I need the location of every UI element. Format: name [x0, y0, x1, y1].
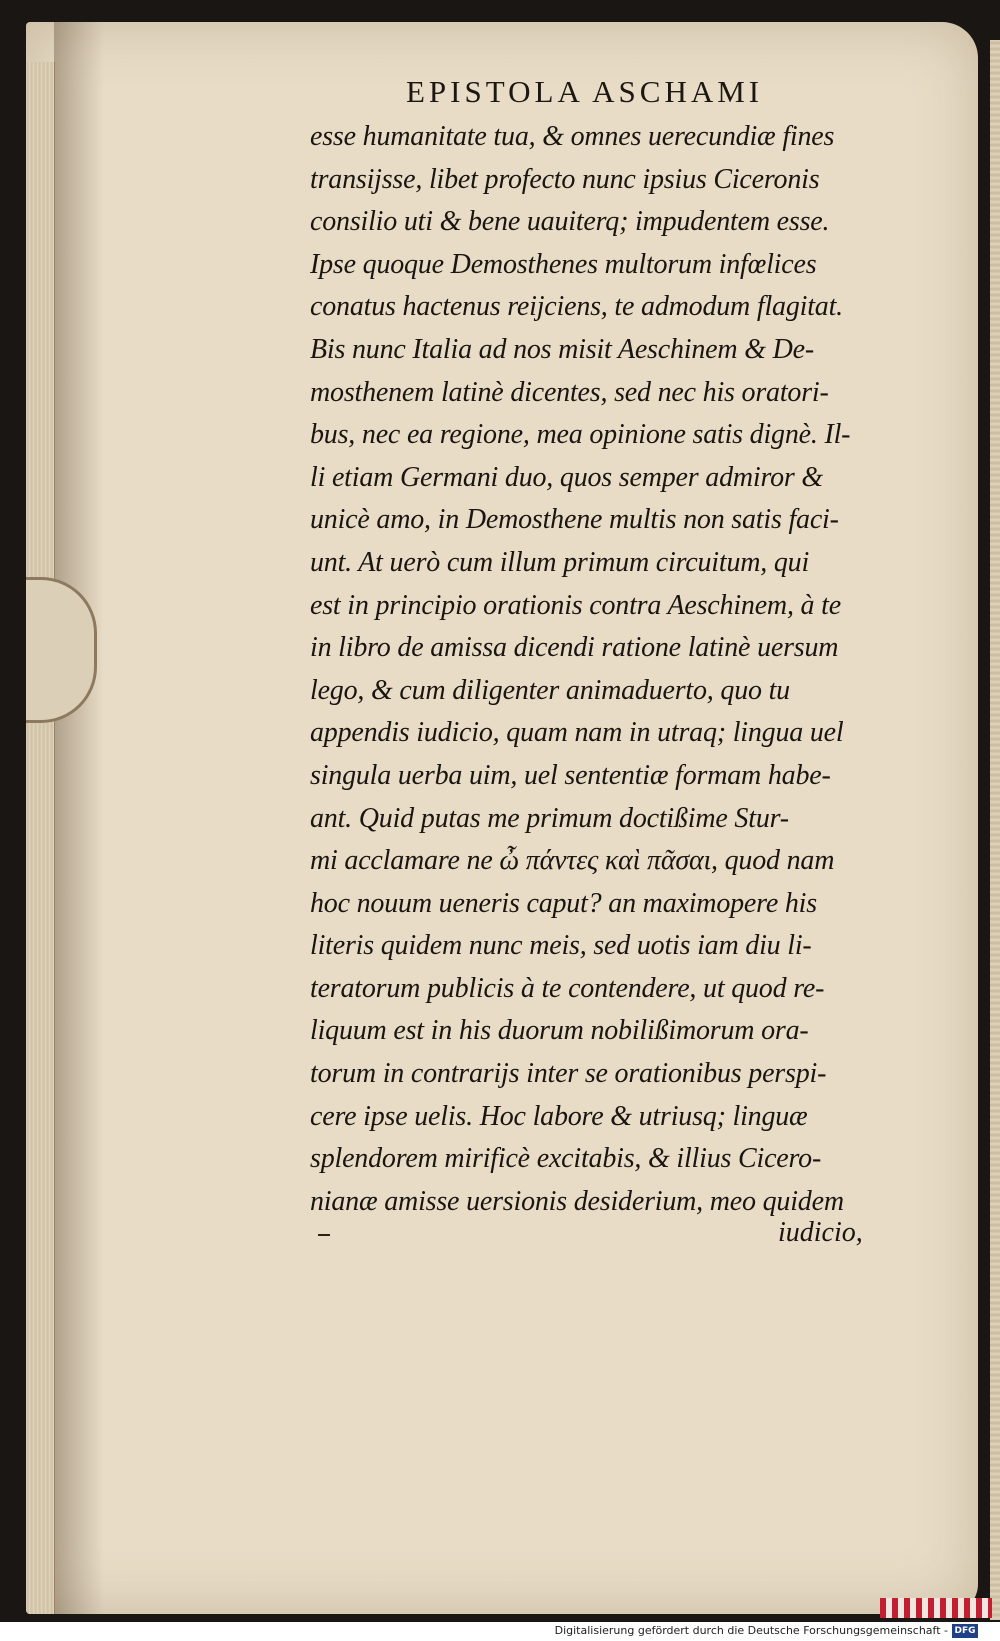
text-line: nianæ amisse uersionis desiderium, meo quidem: [310, 1185, 844, 1217]
text-block: [310, 116, 950, 1223]
text-line: cere ipse uelis. Hoc labore & utriusq; linguæ: [310, 1100, 808, 1132]
text-line: Bis nunc Italia ad nos misit Aeschinem & De-: [310, 333, 814, 365]
page-fore-edge: [990, 40, 1000, 1620]
text-line: splendorem mirificè excitabis, & illius Cicero-: [310, 1143, 822, 1175]
text-line: est in principio orationis contra Aeschinem, à te: [310, 589, 841, 621]
dfg-logo: DFG: [952, 1624, 978, 1638]
text-line: appendis iudicio, quam nam in utraq; lingua uel: [310, 717, 844, 749]
text-line: literis quidem nunc meis, sed uotis iam diu li-: [310, 930, 812, 962]
catchword: iudicio,: [778, 1217, 863, 1248]
text-line: bus, nec ea regione, mea opinione satis dignè. Il-: [310, 419, 851, 451]
text-line: li etiam Germani duo, quos semper admiror &: [310, 461, 824, 493]
text-line: transijsse, libet profecto nunc ipsius Ciceronis: [310, 163, 820, 195]
text-line: esse humanitate tua, & omnes uerecundiæ fines: [310, 121, 835, 152]
running-head: EPISTOLA ASCHAMI: [406, 74, 764, 109]
page-edges: [26, 62, 55, 1614]
text-line: mi acclamare ne ὦ πάντες καὶ πᾶσαι, quod nam: [310, 845, 835, 877]
bottom-mark: [318, 1234, 330, 1236]
text-line: conatus hactenus reijciens, te admodum flagitat.: [310, 291, 843, 323]
text-line: torum in contrarijs inter se orationibus perspi-: [310, 1058, 827, 1090]
text-line: consilio uti & bene uauiterq; impudentem esse.: [310, 206, 830, 238]
text-line: singula uerba uim, uel sententiæ formam habe-: [310, 759, 831, 791]
text-line: mosthenem latinè dicentes, sed nec his oratori-: [310, 376, 829, 408]
bookmark-ribbon: [880, 1598, 992, 1618]
text-line: teratorum publicis à te contendere, ut quod re-: [310, 972, 825, 1004]
text-line: ant. Quid putas me primum doctißime Stur-: [310, 802, 789, 834]
text-line: hoc nouum ueneris caput? an maximopere his: [310, 887, 817, 919]
book-page: [26, 22, 978, 1614]
gutter-shadow: [54, 22, 104, 1614]
text-line: liquum est in his duorum nobilißimorum ora-: [310, 1015, 809, 1047]
text-line: lego, & cum diligenter animaduerto, quo tu: [310, 674, 790, 706]
text-line: unt. At uerò cum illum primum circuitum, qui: [310, 546, 810, 578]
digitization-footer: [0, 1622, 1000, 1641]
text-line: in libro de amissa dicendi ratione latinè uersum: [310, 632, 839, 664]
text-line: unicè amo, in Demosthene multis non satis faci-: [310, 504, 839, 536]
text-line: Ipse quoque Demosthenes multorum infœlices: [310, 248, 817, 280]
footer-text: Digitalisierung gefördert durch die Deutsche Forschungsgemeinschaft -: [554, 1624, 948, 1637]
